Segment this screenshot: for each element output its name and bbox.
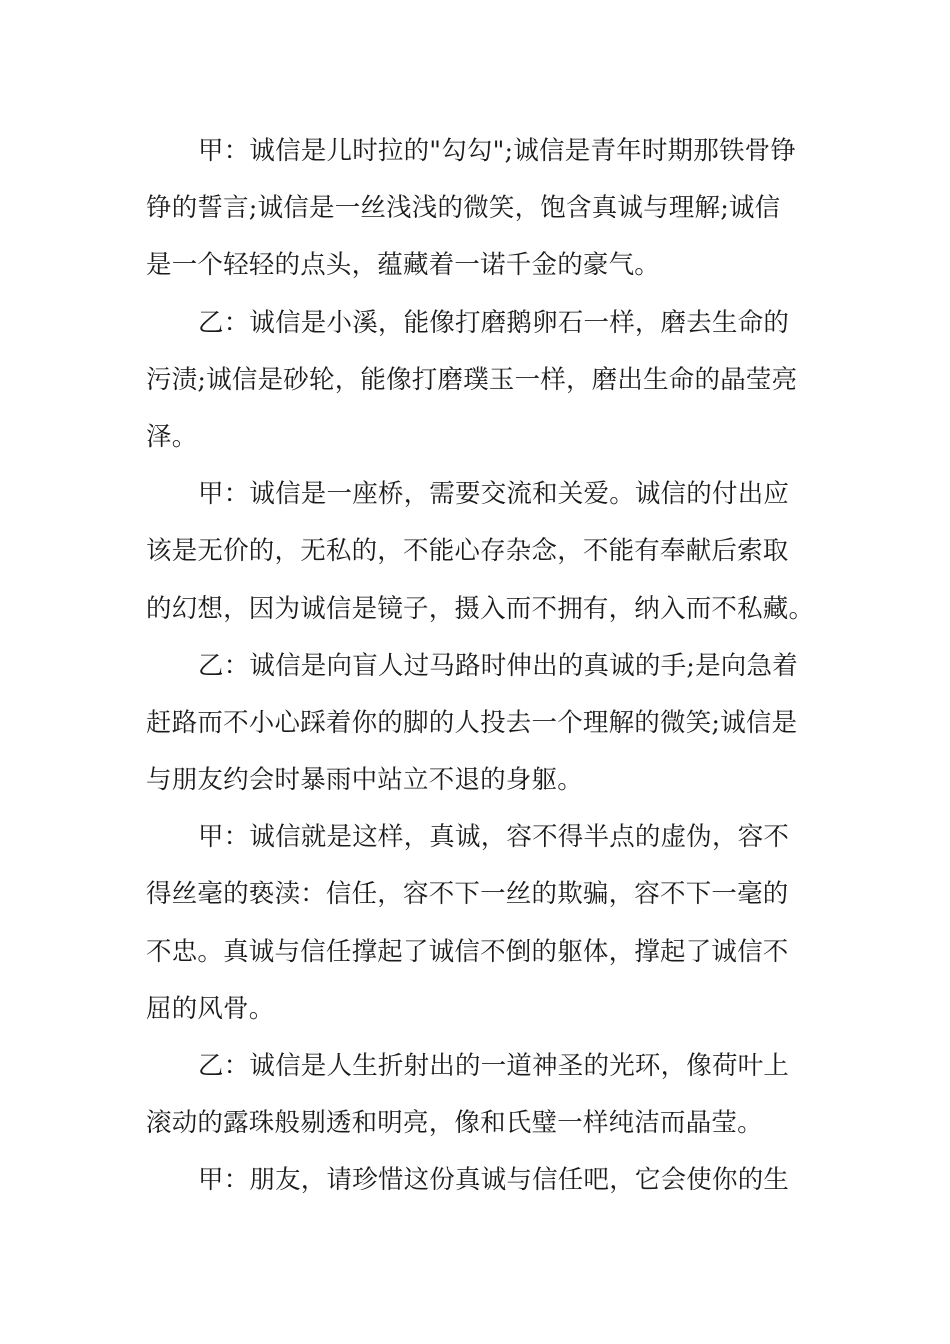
paragraph-5-line-1: 甲：诚信就是这样，真诚，容不得半点的虚伪，容不 (198, 822, 790, 853)
paragraph-6-line-1: 乙：诚信是人生折射出的一道神圣的光环，像荷叶上 (198, 1051, 790, 1081)
paragraph-2-line-3: 泽。 (146, 421, 198, 452)
paragraph-1-line-2: 铮的誓言;诚信是一丝浅浅的微笑，饱含真诚与理解;诚信 (146, 193, 781, 224)
paragraph-4-line-3: 与朋友约会时暴雨中站立不退的身躯。 (146, 765, 583, 796)
paragraph-3-line-1: 甲：诚信是一座桥，需要交流和关爱。诚信的付出应 (198, 479, 790, 510)
paragraph-4-line-2: 赶路而不小心踩着你的脚的人投去一个理解的微笑;诚信是 (146, 707, 798, 738)
paragraph-6-line-2: 滚动的露珠般剔透和明亮，像和氏璧一样纯洁而晶莹。 (146, 1108, 763, 1139)
paragraph-2-line-2: 污渍;诚信是砂轮，能像打磨璞玉一样，磨出生命的晶莹亮 (146, 364, 798, 395)
paragraph-1-line-3: 是一个轻轻的点头，蕴藏着一诺千金的豪气。 (146, 250, 661, 281)
paragraph-1-line-1: 甲：诚信是儿时拉的"勾勾";诚信是青年时期那铁骨铮 (198, 136, 797, 166)
paragraph-2-line-1: 乙：诚信是小溪，能像打磨鹅卵石一样，磨去生命的 (198, 307, 790, 338)
paragraph-5-line-2: 得丝毫的亵渎：信任，容不下一丝的欺骗，容不下一毫的 (146, 879, 789, 910)
paragraph-5-line-3: 不忠。真诚与信任撑起了诚信不倒的躯体，撑起了诚信不 (146, 936, 789, 967)
dialogue-text (146, 123, 826, 1210)
paragraph-5-line-4: 屈的风骨。 (146, 993, 275, 1024)
paragraph-3-line-3: 的幻想，因为诚信是镜子，摄入而不拥有，纳入而不私藏。 (146, 593, 815, 624)
paragraph-4-line-1: 乙：诚信是向盲人过马路时伸出的真诚的手;是向急着 (198, 650, 798, 681)
paragraph-3-line-2: 该是无价的，无私的，不能心存杂念，不能有奉献后索取 (146, 536, 789, 567)
paragraph-7-line-1: 甲：朋友，请珍惜这份真诚与信任吧，它会使你的生 (198, 1165, 790, 1196)
